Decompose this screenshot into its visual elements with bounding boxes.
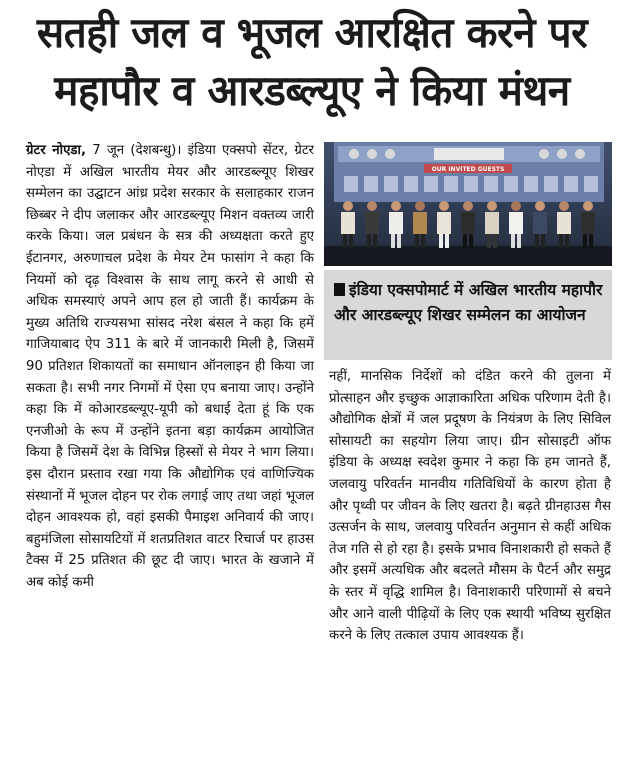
article-column-left xyxy=(26,140,314,593)
article-body-right: नहीं, मानसिक निर्देशों को दंडित करने की तुलना में प्रोत्साहन और इच्छुक आज्ञाकारिता अधिक परिणाम देती है। औद्योगिक क्षेत्रों में जल प्रदूषण के नियंत्रण के लिए सिविल सोसायटी का सहयोग लिया जाए। ग्रीन सोसाइटी ऑफ इंडिया के अध्यक्ष स्वदेश कुमार ने कहा कि हम जानते हैं, जलवायु परिवर्तन मानवीय गतिविधियों के कारण होता है और पृथ्वी पर जीवन के लिए खतरा है। बढ़ते ग्रीनहाउस गैस उत्सर्जन के साथ, जलवायु परिवर्तन अनुमान से कहीं अधिक तेज गति से हो रहा है। इसके प्रभाव विनाशकारी हो सकते हैं और इसमें अत्यधिक और बदलते मौसम के पैटर्न और समुद्र के स्तर में वृद्धि शामिल है। विनाशकारी परिणामों से बचने और आने वाली पीढ़ियों के लिए एक स्थायी भविष्य सुरक्षित करने के लिए तत्काल उपाय आवश्यक हैं। xyxy=(329,369,611,644)
caption-text: इंडिया एक्सपोमार्ट में अखिल भारतीय महापौर और आरडब्ल्यूए शिखर सम्मेलन का आयोजन xyxy=(334,281,603,324)
article-date-source: 7 जून (देशबन्धु)। xyxy=(86,143,188,158)
article-column-right xyxy=(329,366,611,647)
article-body-left: इंडिया एक्सपो सेंटर, ग्रेटर नोएडा में अखिल भारतीय मेयर और आरडब्ल्यूए शिखर सम्मेलन का उद्घाटन आंध्र प्रदेश सरकार के सलाहकार राजन छिब्बर ने दीप जलाकर और आरडब्ल्यूए मिशन वक्तव्य जारी करके किया। जल प्रबंधन के सत्र की अध्यक्षता करते हुए ईटानगर, अरुणाचल प्रदेश के मेयर टेम फासांग ने कहा कि नियमों को दृढ़ विश्वास के साथ लागू करने से आधी से अधिक समस्याएं अपने आप हल हो जाती हैं। कार्यक्रम के मुख्य अतिथि राज्यसभा सांसद नरेश बंसल ने कहा कि हमें गाजियाबाद ऐप 311 के बारे में जानकारी मिली है, जिसमें 90 प्रतिशत शिकायतों का समाधान ऑनलाइन ही किया जा सकता है। सभी नगर निगमों में ऐसा एप बनाया जाए। उन्होंने कहा कि में कोआरडब्ल्यूए-यूपी को बधाई देता हूं कि एक एनजीओ के रूप में उन्होंने इतना बड़ा कार्यक्रम आयोजित किया है जिसमें देश के विभिन्न हिस्सों से मेयर ने भाग लिया। इस दौरान प्रस्ताव रखा गया कि औद्योगिक एवं वाणिज्यिक संस्थानों में भूजल दोहन पर रोक लगाई जाए तथा जहां भूजल दोहन आवश्यक हो, वहां इसकी पैमाइश अनिवार्य की जाए। बहुमंजिला सोसायटियों में शतप्रतिशत वाटर रिचार्ज पर हाउस टैक्स में 25 प्रतिशत की छूट दी जाए। भारत के खजाने में अब कोई कमी xyxy=(26,143,314,590)
headline xyxy=(0,4,624,120)
article-dateline: ग्रेटर नोएडा, xyxy=(26,143,87,158)
event-photo xyxy=(324,142,612,266)
headline-line-1: सतही जल व भूजल आरक्षित करने पर xyxy=(36,8,588,57)
caption-bullet-icon xyxy=(334,283,345,296)
photo-caption xyxy=(324,270,612,360)
photo-banner-text: OUR INVITED GUESTS xyxy=(431,166,505,173)
headline-line-2: महापौर व आरडब्ल्यूए ने किया मंथन xyxy=(54,66,570,115)
